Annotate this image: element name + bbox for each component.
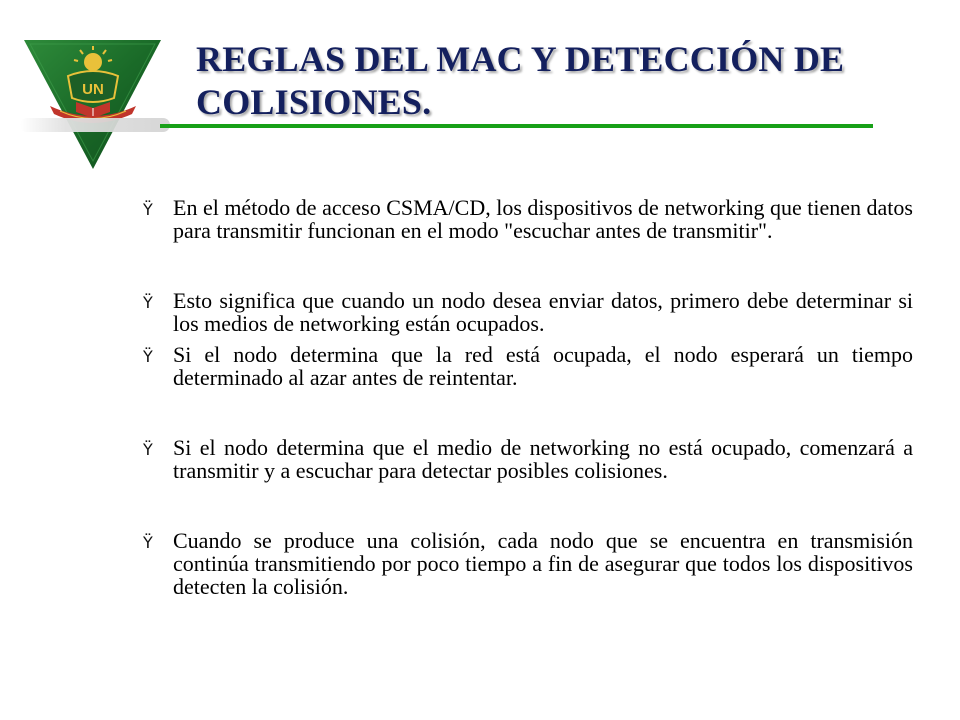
bullet-text: En el método de acceso CSMA/CD, los dispositivos de networking que tienen datos para transmitir funcionan en el modo "escuchar antes de transmitir". — [173, 195, 913, 243]
title-rule — [160, 124, 873, 128]
checkmark-arrow-icon: Ÿ — [143, 440, 153, 459]
bullet-text: Si el nodo determina que el medio de networking no está ocupado, comenzará a transmitir y a escuchar para detectar posibles colisiones. — [173, 435, 913, 483]
title-line-2: COLISIONES. — [196, 82, 432, 122]
list-item — [143, 343, 913, 389]
bullet-text: Esto significa que cuando un nodo desea enviar datos, primero debe determinar si los medios de networking están ocupados. — [173, 288, 913, 336]
svg-text:UN: UN — [82, 81, 104, 98]
list-item — [143, 529, 913, 598]
university-crest-icon — [20, 36, 165, 171]
title-shadow-bar — [20, 118, 170, 132]
checkmark-arrow-icon: Ÿ — [143, 533, 153, 552]
list-item — [143, 289, 913, 335]
checkmark-arrow-icon: Ÿ — [143, 200, 153, 219]
checkmark-arrow-icon: Ÿ — [143, 347, 153, 366]
title-line-1: REGLAS DEL MAC Y DETECCIÓN DE — [196, 39, 845, 79]
slide-title — [196, 38, 886, 124]
bullet-text: Cuando se produce una colisión, cada nodo que se encuentra en transmisión continúa transmitiendo por poco tiempo a fin de asegurar que todos los dispositivos detecten la colisión. — [173, 528, 913, 599]
bullet-list — [143, 196, 913, 598]
list-item — [143, 436, 913, 482]
list-item — [143, 196, 913, 242]
checkmark-arrow-icon: Ÿ — [143, 293, 153, 312]
bullet-text: Si el nodo determina que la red está ocupada, el nodo esperará un tiempo determinado al azar antes de reintentar. — [173, 342, 913, 390]
